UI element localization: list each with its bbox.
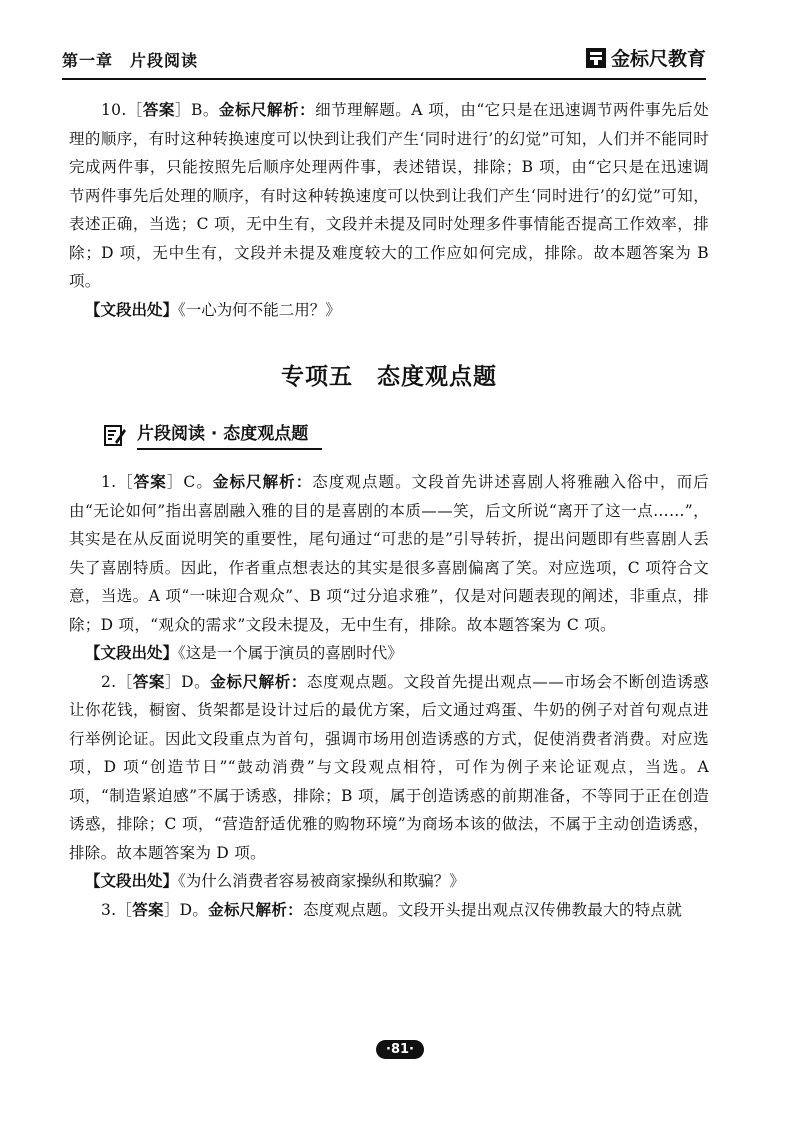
answer-10-body: 细节理解题。A 项，由“它只是在迅速调节两件事先后处理的顺序，有时这种转换速度可以快到让我们产生‘同时进行’的幻觉”可知，人们并不能同时完成两件事，只能按照先后顺序处理两件事，表述错误，排除；B 项，由“它只是在迅速调节两件事先后处理的顺序，有时这种转换速度可以快到让我们产生‘同时进行’的幻觉”可知，表述正确，当选；C 项，无中生有，文段并未提及同时处理多件事情能否提高工作效率，排除；D 项，无中生有，文段并未提及难度较大的工作应如何完成，排除。故本题答案为 B 项。 — [69, 101, 710, 290]
answer-10-tag: 答案 — [142, 101, 175, 119]
page-header — [62, 42, 706, 82]
answer-2 — [69, 668, 709, 868]
answer-1-choice: ］C。 — [166, 473, 213, 491]
section-title: 专项五 态度观点题 — [281, 364, 497, 390]
brand-logo — [585, 44, 706, 71]
source-1-title: 《这是一个属于演员的喜剧时代》 — [178, 644, 403, 662]
answer-10-choice: ］B。 — [174, 101, 219, 119]
source-10 — [69, 296, 709, 325]
source-10-tag: 【文段出处】 — [85, 300, 179, 319]
subsection-title: 片段阅读 · 态度观点题 — [137, 419, 322, 450]
source-2-tag: 【文段出处】 — [85, 872, 179, 890]
source-1-tag: 【文段出处】 — [85, 644, 179, 662]
answer-2-analysis-tag: 金标尺解析： — [210, 672, 307, 691]
answer-1-analysis-tag: 金标尺解析： — [212, 473, 313, 491]
answer-2-body: 态度观点题。文段首先提出观点——市场会不断创造诱惑让你花钱，橱窗、货架都是设计过后的最优方案，后文通过鸡蛋、牛奶的例子对首句观点进行举例论证。因此文段重点为首句，强调市场用创造诱惑的方式，促使消费者消费。对应选项，D 项“创造节日”“鼓动消费”与文段观点相符，可作为例子来论证观点，当选。A 项，“制造紧迫感”不属于诱惑，排除；B 项，属于创造诱惑的前期准备，不等同于正在创造诱惑，排除；C 项，“营造舒适优雅的购物环境”为商场本该的做法，不属于主动创造诱惑，排除。故本题答案为 D 项。 — [69, 672, 709, 862]
answer-3-body: 态度观点题。文段开头提出观点汉传佛教最大的特点就 — [302, 900, 683, 919]
answer-3-tag: 答案 — [132, 900, 164, 919]
brand-name: 金标尺教育 — [610, 48, 706, 70]
answer-10-prefix: 10.［ — [101, 101, 143, 119]
answer-2-prefix: 2.［ — [101, 672, 133, 691]
answer-1-tag: 答案 — [133, 473, 167, 491]
answer-10 — [69, 96, 709, 296]
chapter-title: 第一章 片段阅读 — [62, 51, 199, 70]
source-1 — [69, 639, 709, 668]
answer-2-tag: 答案 — [132, 672, 166, 691]
answer-1-body: 态度观点题。文段首先讲述喜剧人将雅融入俗中，而后由“无论如何”指出喜剧融入雅的目的是喜剧的本质——笑，后文所说“离开了这一点……”，其实是在从反面说明笑的重要性，尾句通过“可悲的是”引导转折，提出问题即有些喜剧人丢失了喜剧特质。因此，作者重点想表达的其实是很多喜剧偏离了笑。对应选项，C 项符合文意，当选。A 项“一味迎合观众”、B 项“过分追求雅”，仅是对问题表现的阐述，非重点，排除；D 项，“观众的需求”文段未提及，无中生有，排除。故本题答案为 C 项。 — [69, 473, 709, 634]
brand-icon — [585, 47, 607, 69]
answer-3 — [69, 896, 709, 925]
subsection-heading — [103, 419, 709, 450]
answer-1-prefix: 1.［ — [101, 473, 134, 491]
page-number: ·81· — [376, 1040, 424, 1059]
answer-3-choice: ］D。 — [163, 900, 209, 919]
answer-3-analysis-tag: 金标尺解析： — [208, 900, 303, 919]
answer-2-choice: ］D。 — [165, 672, 211, 691]
header-divider — [62, 78, 706, 80]
page-content — [69, 96, 709, 924]
source-2 — [69, 867, 709, 896]
source-10-title: 《一心为何不能二用？》 — [178, 300, 341, 319]
source-2-title: 《为什么消费者容易被商家操纵和欺骗？》 — [178, 872, 465, 890]
answer-10-analysis-tag: 金标尺解析： — [218, 101, 316, 119]
answer-1 — [69, 468, 709, 639]
edit-note-icon — [103, 423, 127, 447]
answer-3-prefix: 3.［ — [101, 900, 133, 919]
